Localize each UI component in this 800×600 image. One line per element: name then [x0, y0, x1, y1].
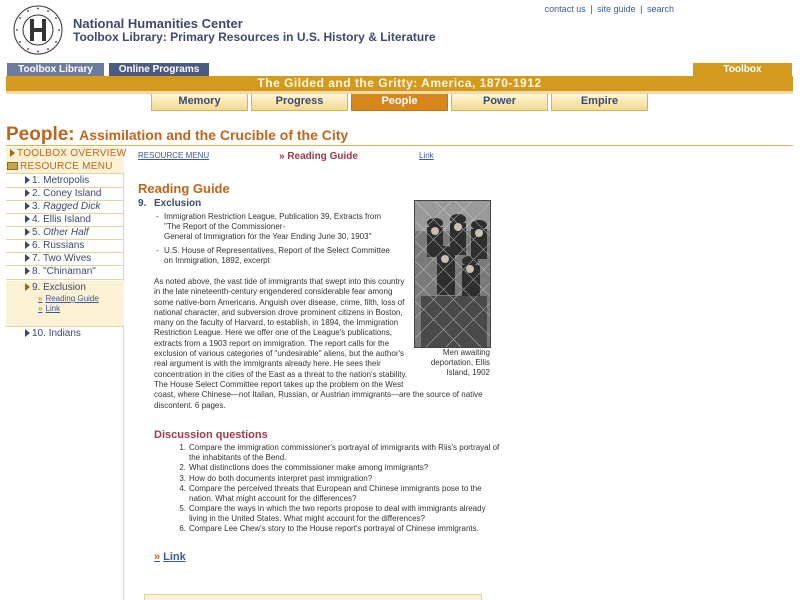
source-line: "The Report of the Commissioner-: [164, 222, 286, 231]
question-text: nation. What might account for the differences?: [189, 494, 357, 503]
item-number: 4.: [32, 214, 41, 225]
reading-guide-current: » Reading Guide: [279, 151, 358, 162]
tab-toolbox[interactable]: Toolbox: [693, 63, 792, 76]
caret-right-icon: [10, 149, 15, 157]
question-text: What distinctions does the commissioner make among immigrants?: [189, 463, 429, 472]
sidebar-item-resource-menu[interactable]: [6, 160, 124, 173]
caret-right-icon: [25, 241, 30, 249]
raquo-icon: »: [154, 551, 161, 563]
question-number: 5.: [179, 504, 186, 513]
sidebar-item-label: Indians: [48, 328, 81, 339]
nhc-logo[interactable]: [12, 4, 64, 56]
text-line: in the late nineteenth-century engendered considerable fear among: [154, 287, 393, 297]
caret-right-icon: [25, 254, 30, 262]
source-line: General of Immigration for the Year Ending June 30, 1903": [164, 232, 372, 241]
discussion-question: [174, 463, 428, 473]
sidebar-item-label: "Chinaman": [43, 266, 96, 277]
footer-box: [144, 594, 482, 600]
question-text: Compare the perceived threats that European and Chinese immigrants pose to the: [189, 484, 482, 493]
search-link[interactable]: search: [646, 4, 674, 14]
util-separator: |: [640, 4, 643, 14]
resource-menu-link[interactable]: RESOURCE MENU: [138, 151, 210, 160]
sidebar-item-coney-island[interactable]: [6, 187, 124, 200]
text-line: The House Select Committee report takes up the problem on the West: [154, 379, 404, 389]
question-text: living in the United States. What might account for the differences?: [189, 514, 425, 523]
sidebar-item-metropolis[interactable]: [6, 174, 124, 187]
sidebar-item-label: Two Wives: [42, 253, 92, 264]
section-number: 9.: [138, 198, 147, 209]
caret-right-icon: [25, 215, 30, 223]
text-line: exclusion of various categories of "undesirable" aliens, but the author's: [154, 349, 405, 359]
site-guide-link[interactable]: site guide: [597, 4, 636, 14]
sidebar-item-indians[interactable]: [6, 327, 124, 340]
org-name: National Humanities Center: [73, 16, 243, 31]
question-number: 4.: [179, 484, 186, 493]
main-content: [124, 147, 800, 600]
caret-right-icon: [25, 189, 30, 197]
toolbox-banner: The Gilded and the Gritty: America, 1870-1912: [6, 76, 793, 91]
question-number: 3.: [179, 474, 186, 483]
sidebar-item-label: Exclusion: [43, 282, 86, 293]
question-text: How do both documents interpret past immigration?: [189, 474, 373, 483]
sidebar-item-ragged-dick[interactable]: [6, 200, 124, 213]
site-header: [0, 0, 800, 62]
sublink-label: Link: [45, 304, 61, 313]
sidebar-item-toolbox-overview[interactable]: [6, 147, 127, 160]
item-number: 2.: [32, 188, 41, 199]
discussion-question: [174, 484, 482, 504]
sidebar-sublink-link[interactable]: [38, 304, 60, 313]
question-text: Compare the immigration commissioner's portrayal of immigrants with Riis's portrayal of: [189, 443, 500, 452]
caret-right-icon: [25, 329, 30, 337]
item-number: 5.: [32, 227, 41, 238]
tab-power[interactable]: Power: [451, 94, 548, 111]
utility-links: [545, 4, 674, 14]
page-title-main: People:: [6, 124, 75, 145]
page-title-sub: Assimilation and the Crucible of the City: [79, 127, 349, 143]
contact-us-link[interactable]: contact us: [544, 4, 586, 14]
item-number: 6.: [32, 240, 41, 251]
raquo-icon: »: [38, 294, 43, 303]
source-line: Immigration Restriction League, Publication 39, Extracts from: [164, 212, 381, 221]
sidebar-item-chinaman[interactable]: [6, 265, 124, 278]
source-item: [156, 246, 390, 266]
dash: -: [156, 212, 159, 221]
item-number: 3.: [32, 201, 41, 212]
sidebar-item-two-wives[interactable]: [6, 252, 124, 265]
text-line: As noted above, the vast tide of immigrants that swept into this country: [154, 277, 405, 286]
text-line: national character, and subversion drove prominent citizens in Boston,: [154, 307, 403, 317]
link-page-link[interactable]: Link: [419, 151, 434, 160]
sidebar-item-label: Ragged Dick: [43, 201, 101, 212]
item-number: 7.: [32, 253, 41, 264]
caret-right-icon: [25, 202, 30, 210]
text-line: discontent. 6 pages.: [154, 400, 226, 410]
item-number: 10.: [32, 328, 46, 339]
caption-line: Island, 1902: [446, 368, 490, 377]
link-button[interactable]: [154, 551, 186, 563]
sidebar-item-label: Coney Island: [43, 188, 102, 199]
sidebar-item-ellis-island[interactable]: [6, 213, 124, 226]
text-line: concentration in the cities of the East as a threat to the nation's stability.: [154, 369, 408, 379]
sidebar-item-label: RESOURCE MENU: [20, 161, 113, 172]
theme-tab-row: [0, 94, 800, 112]
tab-people[interactable]: People: [351, 94, 448, 111]
tab-online-programs[interactable]: Online Programs: [109, 63, 209, 76]
question-number: 2.: [179, 463, 186, 472]
question-text: the inhabitants of the Bend.: [189, 453, 287, 462]
top-tab-row: [0, 63, 800, 76]
sidebar-item-label: Other Half: [43, 227, 89, 238]
discussion-question: [174, 474, 372, 484]
sublink-label: Reading Guide: [45, 294, 99, 303]
tab-toolbox-library[interactable]: Toolbox Library: [7, 63, 104, 76]
caption-line: Men awaiting: [442, 348, 490, 357]
intro-paragraph: [154, 277, 484, 411]
dash: -: [156, 246, 159, 255]
sidebar-item-exclusion[interactable]: [6, 281, 124, 294]
heading-divider: [6, 145, 793, 146]
discussion-questions-title: Discussion questions: [154, 429, 268, 441]
reading-guide-title: Reading Guide: [138, 181, 230, 196]
sidebar-item-other-half[interactable]: [6, 226, 124, 239]
page-title: [6, 124, 348, 146]
source-item: [156, 212, 381, 242]
item-number: 8.: [32, 266, 41, 277]
text-line: real argument is with the immigrants already here. He sees their: [154, 359, 381, 369]
question-text: Compare Lee Chew's story to the House report's portrayal of Chinese immigrants.: [189, 524, 479, 533]
question-text: Compare the ways in which the two reports propose to deal with immigrants already: [189, 504, 486, 513]
source-line: on Immigration, 1892, excerpt: [164, 256, 270, 265]
caret-right-icon: [25, 283, 30, 291]
sidebar-item-label: Ellis Island: [43, 214, 91, 225]
source-line: U.S. House of Representatives, Report of the Select Committee: [164, 246, 390, 255]
question-number: 6.: [179, 524, 186, 533]
util-separator: |: [590, 4, 593, 14]
raquo-icon: »: [38, 304, 43, 313]
section-title: Exclusion: [154, 198, 202, 209]
tab-empire[interactable]: Empire: [551, 94, 648, 111]
org-subtitle: Toolbox Library: Primary Resources in U.S. History & Literature: [73, 30, 436, 44]
tab-memory[interactable]: Memory: [151, 94, 248, 111]
discussion-question: [174, 443, 499, 463]
folder-open-icon: [7, 162, 18, 170]
link-label: Link: [163, 551, 186, 563]
sidebar-item-label: Russians: [43, 240, 85, 251]
discussion-question: [174, 504, 486, 524]
text-line: many on the faculty of Harvard, to establish, in 1894, the Immigration: [154, 318, 399, 328]
sidebar-sublink-reading-guide[interactable]: [38, 294, 99, 303]
tab-progress[interactable]: Progress: [251, 94, 348, 111]
text-line: extracts from a 1903 report on immigration. The report calls for the: [154, 338, 390, 348]
text-line: some native-born Americans. Anguish over disease, crime, filth, loss of: [154, 297, 405, 307]
item-number: 9.: [32, 282, 41, 293]
text-line: coast, where Chinese—not Italian, Russian, or Austrian immigrants—are the source of native: [154, 390, 483, 400]
question-number: 1.: [179, 443, 186, 452]
discussion-question: [174, 524, 479, 534]
caret-right-icon: [25, 176, 30, 184]
caret-right-icon: [25, 267, 30, 275]
item-number: 1.: [32, 175, 41, 186]
text-line: Restriction League. Here we offer one of the League's publications,: [154, 328, 392, 338]
sidebar-item-russians[interactable]: [6, 239, 124, 252]
sidebar-item-label: TOOLBOX OVERVIEW: [17, 148, 127, 159]
caret-right-icon: [25, 228, 30, 236]
sidebar-item-label: Metropolis: [43, 175, 90, 186]
sidebar: [6, 147, 127, 600]
caption-line: deportation, Ellis: [430, 358, 490, 367]
